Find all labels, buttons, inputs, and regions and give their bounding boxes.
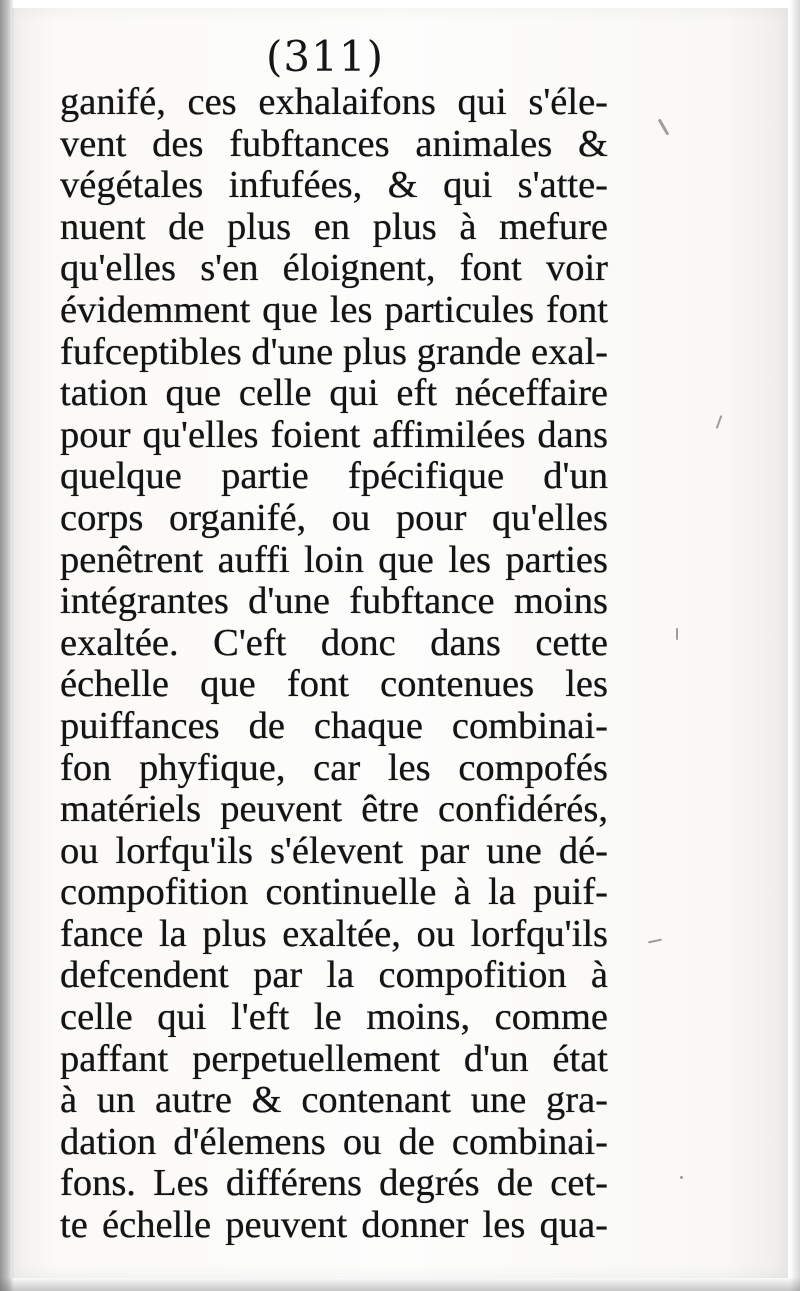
text-line: qu'elles s'en éloignent, font voir — [60, 247, 608, 290]
page-number: (311) — [266, 32, 384, 81]
text-line: te échelle peuvent donner les qua- — [60, 1204, 608, 1247]
text-line: paffant perpetuellement d'un état — [60, 1037, 608, 1080]
text-line: celle qui l'eft le moins, comme — [60, 996, 608, 1039]
text-line: nuent de plus en plus à mefure — [60, 205, 608, 248]
right-page-edge — [790, 0, 800, 1291]
text-line: matériels peuvent être confidérés, — [60, 788, 608, 831]
paper-speck — [680, 1176, 683, 1179]
text-line: ou lorfqu'ils s'élevent par une dé- — [60, 829, 608, 872]
text-line: ganifé, ces exhalaifons qui s'éle- — [60, 81, 608, 123]
binding-shadow — [0, 0, 14, 1291]
text-line: fufceptibles d'une plus grande exal- — [60, 330, 608, 373]
text-line: évidemment que les particules font — [60, 288, 608, 331]
body-text — [60, 82, 608, 1247]
text-line: fon phyfique, car les compofés — [60, 746, 608, 789]
text-line: compofition continuelle à la puif- — [60, 871, 608, 914]
text-line: intégrantes d'une fubftance moins — [60, 580, 608, 623]
text-line: exaltée. C'eft donc dans cette — [60, 621, 608, 664]
text-line: quelque partie fpécifique d'un — [60, 455, 608, 498]
text-line: defcendent par la compofition à — [60, 954, 608, 997]
text-line: vent des fubftances animales & — [60, 122, 608, 165]
text-line: dation d'élemens ou de combinai- — [60, 1120, 608, 1163]
text-line: pour qu'elles foient affimilées dans — [60, 413, 608, 456]
text-line: échelle que font contenues les — [60, 663, 608, 706]
text-line: corps organifé, ou pour qu'elles — [60, 496, 608, 539]
text-line: puiffances de chaque combinai- — [60, 704, 608, 747]
text-line: penêtrent auffi loin que les parties — [60, 538, 608, 581]
bottom-page-edge — [0, 1277, 800, 1291]
text-line: fons. Les différens degrés de cet- — [60, 1162, 608, 1205]
text-line: tation que celle qui eft néceffaire — [60, 372, 608, 415]
text-line: végétales infufées, & qui s'atte- — [60, 164, 608, 207]
paper-speck — [676, 628, 678, 640]
text-line: fance la plus exaltée, ou lorfqu'ils — [60, 912, 608, 955]
text-line: à un autre & contenant une gra- — [60, 1079, 608, 1122]
